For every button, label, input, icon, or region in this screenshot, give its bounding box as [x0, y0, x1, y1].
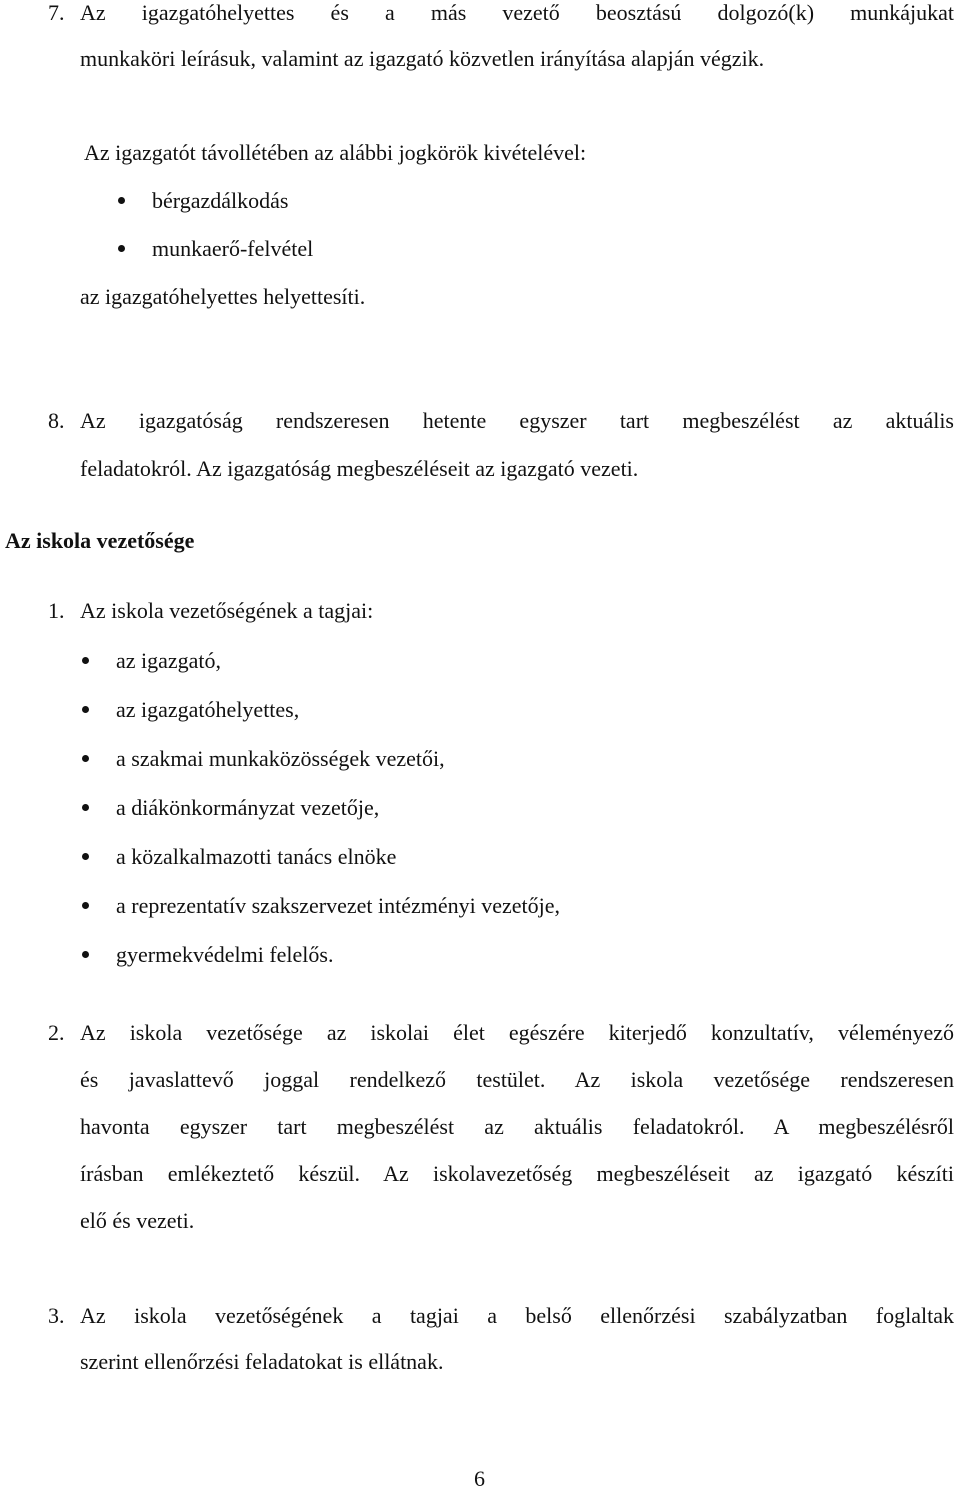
item7-number: 7.	[48, 0, 65, 25]
leadership-number: 1.	[48, 598, 65, 623]
leadership-member: a szakmai munkaközösségek vezetői,	[116, 746, 445, 771]
bullet-icon	[82, 657, 89, 664]
absence-bullet-2: munkaerő-felvétel	[152, 236, 314, 261]
bullet-icon	[82, 902, 89, 909]
leadership-member: gyermekvédelmi felelős.	[116, 942, 334, 967]
bullet-icon	[82, 755, 89, 762]
leadership-member: az igazgatóhelyettes,	[116, 697, 300, 722]
item2-line3: havonta egyszer tart megbeszélést az aktuális feladatokról. A megbeszélésről	[80, 1114, 954, 1139]
item8-line1: Az igazgatóság rendszeresen hetente egyszer tart megbeszélést az aktuális	[80, 408, 954, 433]
bullet-icon	[82, 804, 89, 811]
page-number: 6	[474, 1466, 485, 1491]
leadership-member: a reprezentatív szakszervezet intézményi vezetője,	[116, 893, 561, 918]
item7-line1: Az igazgatóhelyettes és a más vezető beosztású dolgozó(k) munkájukat	[80, 0, 954, 25]
leadership-member: a diákönkormányzat vezetője,	[116, 795, 380, 820]
bullet-icon	[82, 853, 89, 860]
item2-line5: elő és vezeti.	[80, 1208, 195, 1233]
item2-line1: Az iskola vezetősége az iskolai élet egészére kiterjedő konzultatív, véleményező	[80, 1020, 954, 1045]
leadership-member: az igazgató,	[116, 648, 222, 673]
bullet-icon	[82, 706, 89, 713]
item2-line2: és javaslattevő joggal rendelkező testület. Az iskola vezetősége rendszeresen	[80, 1067, 954, 1092]
item3-number: 3.	[48, 1303, 65, 1328]
absence-closing: az igazgatóhelyettes helyettesíti.	[80, 284, 366, 309]
item2-number: 2.	[48, 1020, 65, 1045]
leadership-member: a közalkalmazotti tanács elnöke	[116, 844, 397, 869]
item3-line2: szerint ellenőrzési feladatokat is ellátnak.	[80, 1349, 444, 1374]
bullet-icon	[82, 951, 89, 958]
section-heading: Az iskola vezetősége	[5, 528, 195, 553]
item7-line2: munkaköri leírásuk, valamint az igazgató közvetlen irányítása alapján végzik.	[80, 46, 765, 71]
item2-line4: írásban emlékeztető készül. Az iskolavezetőség megbeszéléseit az igazgató készíti	[80, 1161, 954, 1186]
item3-line1: Az iskola vezetőségének a tagjai a belső ellenőrzési szabályzatban foglaltak	[80, 1303, 954, 1328]
leadership-intro: Az iskola vezetőségének a tagjai:	[80, 598, 374, 623]
item8-line2: feladatokról. Az igazgatóság megbeszéléseit az igazgató vezeti.	[80, 456, 639, 481]
bullet-icon	[118, 197, 125, 204]
absence-intro: Az igazgatót távollétében az alábbi jogkörök kivételével:	[84, 140, 587, 165]
item8-number: 8.	[48, 408, 65, 433]
absence-bullet-1: bérgazdálkodás	[152, 188, 289, 213]
bullet-icon	[118, 245, 125, 252]
